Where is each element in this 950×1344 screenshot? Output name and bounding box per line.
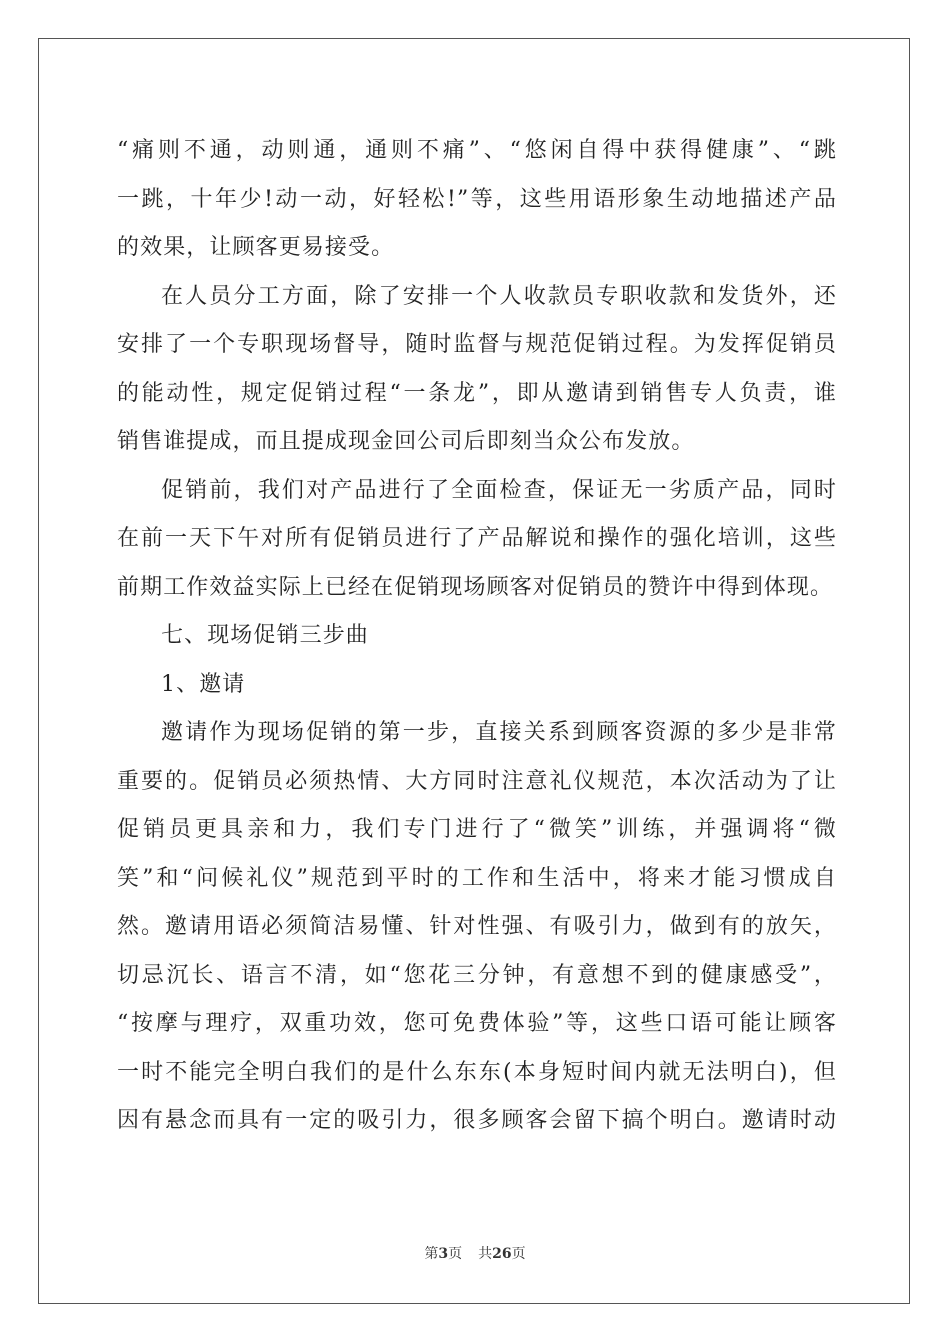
text-line: 一时不能完全明白我们的是什么东东(本身短时间内就无法明白)，但 [117, 1059, 837, 1085]
text-line: 销售谁提成，而且提成现金回公司后即刻当众公布发放。 [117, 429, 695, 454]
text-line: 然。邀请用语必须简洁易懂、针对性强、有吸引力，做到有的放矢， [117, 914, 837, 939]
page-number: 3 [438, 1246, 449, 1262]
text-line: 在人员分工方面，除了安排一个人收款员专职收款和发货外，还 [161, 283, 837, 309]
section-heading: 七、现场促销三步曲 [161, 623, 369, 648]
text-line: 笑”和“问候礼仪”规范到平时的工作和生活中，将来才能习惯成自 [117, 865, 837, 891]
text-line: 前期工作效益实际上已经在促销现场顾客对促销员的赞许中得到体现。 [117, 574, 834, 600]
page-footer [0, 1243, 950, 1263]
text-line: 促销前，我们对产品进行了全面检查，保证无一劣质产品，同时 [161, 477, 837, 503]
document-body [117, 127, 837, 1146]
text-line: 一跳，十年少!动一动，好轻松!”等，这些用语形象生动地描述产品 [117, 186, 837, 212]
text-line: 的效果，让顾客更易接受。 [117, 235, 395, 260]
total-prefix: 共 [478, 1246, 493, 1262]
total-pages: 26 [492, 1246, 512, 1262]
text-line: 安排了一个专职现场督导，随时监督与规范促销过程。为发挥促销员 [117, 332, 837, 357]
page-prefix: 第 [424, 1246, 439, 1262]
text-line: 切忌沉长、语言不清，如“您花三分钟，有意想不到的健康感受”， [117, 962, 837, 988]
text-line: 的能动性，规定促销过程“一条龙”，即从邀请到销售专人负责，谁 [117, 380, 837, 406]
text-line: “按摩与理疗，双重功效，您可免费体验”等，这些口语可能让顾客 [117, 1011, 837, 1036]
total-suffix: 页 [511, 1246, 526, 1262]
text-line: 在前一天下午对所有促销员进行了产品解说和操作的强化培训，这些 [117, 526, 837, 551]
page-suffix: 页 [448, 1246, 463, 1262]
text-line: “痛则不通，动则通，通则不痛”、“悠闲自得中获得健康”、“跳 [117, 138, 837, 163]
subsection-heading: 1、邀请 [161, 671, 246, 697]
text-line: 邀请作为现场促销的第一步，直接关系到顾客资源的多少是非常 [161, 720, 837, 745]
text-line: 因有悬念而具有一定的吸引力，很多顾客会留下搞个明白。邀请时动 [117, 1108, 837, 1133]
text-line: 促销员更具亲和力，我们专门进行了“微笑”训练，并强调将“微 [117, 817, 837, 842]
text-line: 重要的。促销员必须热情、大方同时注意礼仪规范，本次活动为了让 [117, 768, 837, 794]
